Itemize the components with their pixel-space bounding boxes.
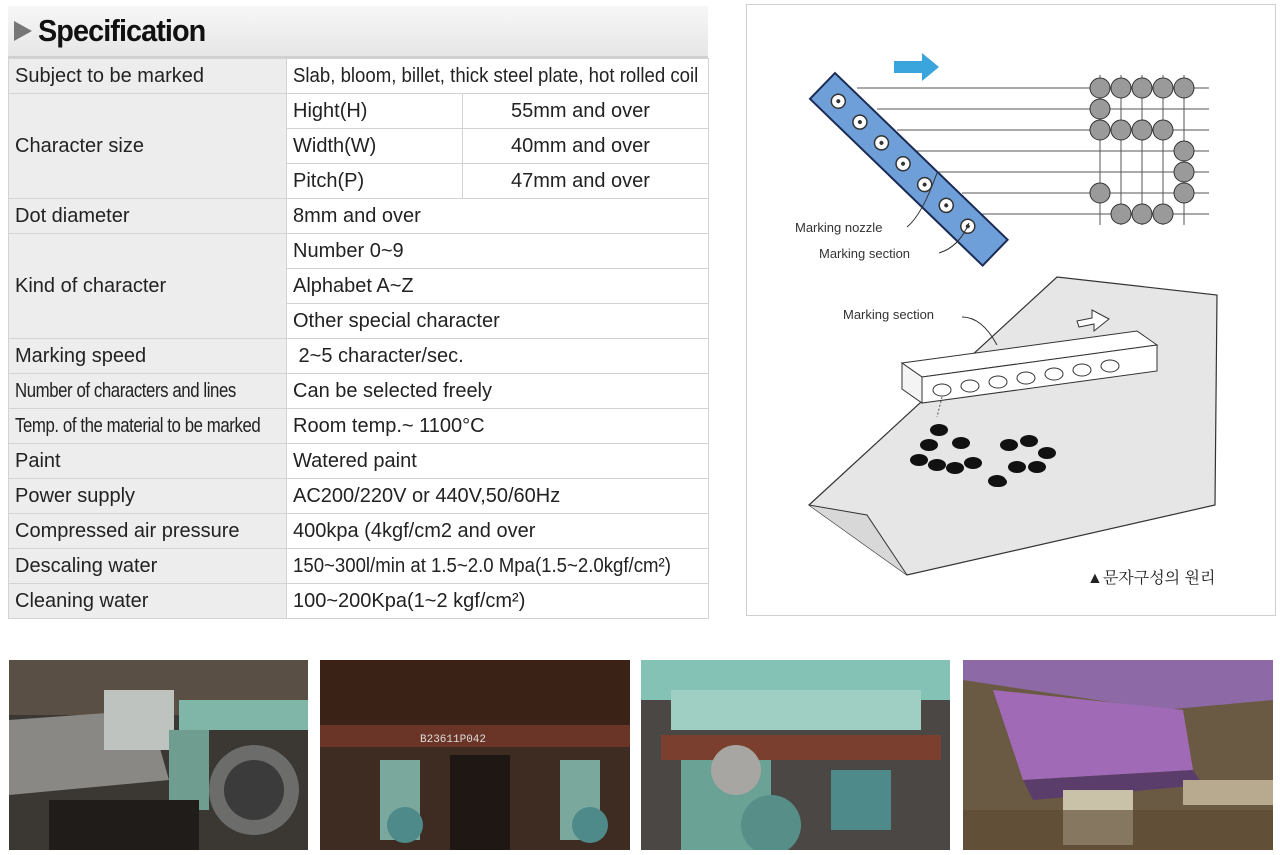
row-label: Number of characters and lines [9,374,287,409]
table-row [9,374,709,409]
row-value: 100~200Kpa(1~2 kgf/cm²) [287,584,709,619]
specification-panel [8,6,708,616]
table-row [9,234,709,269]
table-row [9,549,709,584]
row-label: Cleaning water [9,584,287,619]
photo-painted-plate [963,660,1273,850]
nozzle-label: Marking nozzle [795,220,883,235]
row-label: Dot diameter [9,199,287,234]
row-value: Watered paint [287,444,709,479]
sub-label: Width(W) [287,129,463,164]
row-label: Compressed air pressure [9,514,287,549]
row-label: Descaling water [9,549,287,584]
principle-illustration [747,5,1275,615]
table-row [9,409,709,444]
triangle-bullet-icon [14,21,32,41]
sub-label: Pitch(P) [287,164,463,199]
row-value: Number 0~9 [287,234,709,269]
table-row [9,94,709,129]
table-row [9,514,709,549]
photo-marking-machine-1 [9,660,308,850]
spec-header [8,6,708,58]
row-label: Power supply [9,479,287,514]
table-row [9,339,709,374]
slab-marking-text: B23611P042 [420,734,487,746]
diagram-caption: ▲문자구성의 원리 [1087,570,1216,587]
table-row [9,584,709,619]
row-value: 150~300l/min at 1.5~2.0 Mpa(1.5~2.0kgf/cm²) [287,549,709,584]
photo-marked-slab [320,660,630,850]
table-row [9,479,709,514]
section-label-bottom: Marking section [843,307,935,322]
marking-principle-diagram [746,4,1276,616]
direction-arrow-icon [894,53,939,81]
row-value: Can be selected freely [287,374,709,409]
row-label: Paint [9,444,287,479]
row-label: Marking speed [9,339,287,374]
row-value: 2~5 character/sec. [287,339,709,374]
sub-value: 47mm and over [463,164,709,199]
sub-value: 40mm and over [463,129,709,164]
table-row [9,444,709,479]
row-label: Subject to be marked [9,59,287,94]
row-value: Other special character [287,304,709,339]
sub-value: 55mm and over [463,94,709,129]
row-value: Room temp.~ 1100°C [287,409,709,444]
table-row [9,59,709,94]
row-value: Alphabet A~Z [287,269,709,304]
row-value: 400kpa (4kgf/cm2 and over [287,514,709,549]
spec-title: Specification [38,13,206,48]
row-value: Slab, bloom, billet, thick steel plate, hot rolled coil [287,59,709,94]
spec-table [8,58,709,619]
row-label: Character size [9,94,287,199]
marking-head [810,73,1008,266]
table-row [9,199,709,234]
sub-label: Hight(H) [287,94,463,129]
row-value: 8mm and over [287,199,709,234]
row-label: Temp. of the material to be marked [9,409,287,444]
photo-marking-machine-2 [641,660,950,850]
row-value: AC200/220V or 440V,50/60Hz [287,479,709,514]
section-label-top: Marking section [819,246,911,261]
row-label: Kind of character [9,234,287,339]
